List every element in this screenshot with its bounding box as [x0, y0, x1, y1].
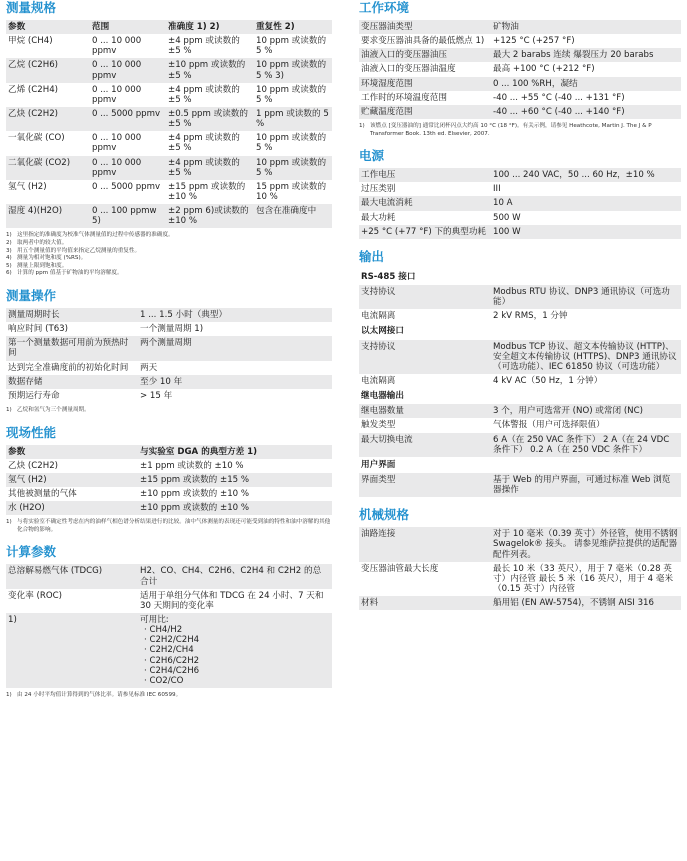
table-row [359, 527, 681, 561]
table-row [6, 589, 332, 613]
right-column [359, 0, 681, 610]
table-header-row [6, 445, 332, 459]
cell: 气体警报（用户可选择限值） [493, 420, 605, 431]
section-title: 输出 [359, 248, 385, 264]
column-header: 参数 [6, 445, 138, 459]
cell: 工作电压 [359, 168, 491, 182]
table-row [6, 473, 332, 487]
table-row [359, 182, 681, 196]
subsection-heading-row [359, 388, 681, 404]
cell: 10 ppm 或读数的 5 % 3) [254, 58, 332, 82]
cell: 乙烯 (C2H4) [8, 84, 59, 95]
footnote [6, 519, 332, 534]
table-row [359, 34, 681, 48]
footnote-number: 4) [6, 255, 12, 262]
cell: ±15 ppm 或读数的 ±10 % [168, 181, 246, 202]
cell: > 15 年 [140, 390, 173, 401]
subsection-heading-row [359, 269, 681, 285]
cell: 变压器油管最大长度 [361, 563, 439, 574]
cell: 0 ... 10 000 ppmv [92, 84, 142, 105]
cell: H2、CO、CH4、C2H6、C2H4 和 C2H2 的总合计 [138, 564, 332, 588]
cell: 最大切换电流 [359, 433, 491, 457]
cell: 工作时的环境温度范围 [361, 92, 447, 103]
cell: 乙烷 (C2H6) [6, 58, 90, 82]
section-title: 工作环境 [359, 0, 410, 15]
cell: 氢气 (H2) [6, 473, 138, 487]
cell: 油液入口的变压器油压 [359, 48, 491, 62]
table-row [359, 105, 681, 119]
ratio-list [140, 625, 329, 686]
cell: 10 ppm 或读数的 5 % [256, 133, 327, 154]
list-item: · CO2/CO [144, 675, 184, 686]
cell: 矿物油 [491, 20, 681, 34]
section-title: 机械规格 [359, 507, 410, 523]
cell: 0 ... 10 000 ppmv [92, 133, 142, 154]
footnote [6, 240, 332, 248]
table-row [6, 107, 332, 131]
ratio-list-cell [138, 613, 332, 688]
cell: 0 ... 100 %RH，凝结 [491, 77, 681, 91]
list-item: · C2H2/C2H4 [144, 635, 200, 646]
cell: 包含在准确度中 [254, 204, 332, 228]
cell: 1 ... 1.5 小时（典型） [138, 308, 332, 322]
footnote-text: 乙烷和氢气为三个测量周期。 [17, 406, 90, 413]
subsection-heading-row [359, 323, 681, 339]
table-row [359, 168, 681, 182]
footnote-number: 1) [6, 691, 12, 698]
footnotes [6, 232, 332, 278]
table-row [6, 131, 332, 155]
table-row [359, 77, 681, 91]
cell: +125 °C (+257 °F) [493, 36, 575, 47]
footnote [6, 232, 332, 240]
cell: ±1 ppm 或读数的 ±10 % [140, 460, 244, 471]
cell: 最大电流消耗 [359, 196, 491, 210]
section-operating-env [359, 0, 681, 138]
cell: 10 ppm 或读数的 5 % [256, 36, 327, 57]
cell: 总溶解易燃气体 (TDCG) [6, 564, 138, 588]
table-row [6, 613, 332, 688]
cell: ±0.5 ppm 或读数的 ±5 % [166, 107, 254, 131]
power-table [359, 168, 681, 239]
table-row [359, 340, 681, 374]
table-row [359, 20, 681, 34]
table-row [359, 473, 681, 497]
section-mechanical [359, 507, 681, 610]
footnotes [6, 407, 332, 415]
column-header: 重复性 2) [254, 20, 332, 34]
table-row [359, 48, 681, 62]
table-row [6, 204, 332, 228]
section-title: 现场性能 [6, 424, 57, 440]
table-row [6, 58, 332, 82]
cell: ±10 ppm 或读数的 ±5 % [166, 58, 254, 82]
cell: 要求变压器油具备的最低燃点 1) [361, 36, 485, 47]
cell: ±10 ppm 或读数的 ±10 % [138, 501, 332, 515]
cell: 氢气 (H2) [8, 181, 47, 192]
footnote-text: 计算的 ppm 值基于矿物油的平均溶解度。 [17, 270, 123, 277]
table-row [6, 501, 332, 515]
cell: 0 ... 10 000 ppmv [90, 58, 166, 82]
footnote-number: 6) [6, 270, 12, 277]
table-row [6, 180, 332, 204]
cell: 3 个，用户可选常开 (NO) 或常闭 (NC) [491, 404, 681, 418]
subsection-heading: 用户界面 [359, 457, 681, 473]
calculated-params-table [6, 564, 332, 688]
subsection-heading: RS-485 接口 [359, 269, 681, 285]
cell: +25 °C (+77 °F) 下的典型功耗 [359, 225, 491, 239]
field-performance-table [6, 445, 332, 516]
cell: 变压器油类型 [359, 20, 491, 34]
cell: Modbus RTU 协议、DNP3 通讯协议（可选功能） [491, 285, 681, 309]
measurement-operation-table [6, 308, 332, 403]
cell: 1) [6, 613, 138, 688]
cell: Modbus TCP 协议、超文本传输协议 (HTTP)、安全超文本传输协议 (HTTPS)、DNP3 通讯协议（可选功能）、IEC 61850 协议（可选功能） [491, 340, 681, 374]
footnote [359, 123, 681, 138]
cell: 两天 [140, 362, 158, 373]
ratio-intro: 可用比: [140, 614, 169, 625]
table-row [359, 196, 681, 210]
cell: 过压类别 [361, 184, 396, 195]
cell: 预期运行寿命 [8, 390, 60, 401]
table-row [6, 375, 332, 389]
subsection-heading: 以太网接口 [359, 323, 681, 339]
cell: 100 ... 240 VAC，50 ... 60 Hz，±10 % [491, 168, 681, 182]
list-item: · C2H4/C2H6 [144, 665, 200, 676]
table-row [359, 211, 681, 225]
table-row [6, 336, 332, 360]
cell: 最长 10 米（33 英尺），用于 7 毫米（0.28 英寸）内径管 最长 5 米（16 英尺），用于 4 毫米（0.15 英寸）内径管 [493, 563, 674, 594]
measurement-specs-table [6, 20, 332, 228]
cell: 测量周期时长 [6, 308, 138, 322]
table-row [6, 322, 332, 336]
table-row [359, 62, 681, 76]
cell: 继电器数量 [359, 404, 491, 418]
cell: 两个测量周期 [138, 336, 332, 360]
cell: 甲烷 (CH4) [8, 36, 53, 47]
cell: 对于 10 毫米（0.39 英寸）外径管，使用不锈钢 Swagelok® 接头。 请参见维萨拉提供的适配器配件列表。 [491, 527, 681, 561]
column-header: 准确度 1) 2) [166, 20, 254, 34]
table-row [359, 309, 681, 323]
table-row [359, 91, 681, 105]
column-header: 参数 [6, 20, 90, 34]
cell: 0 ... 5000 ppmv [90, 107, 166, 131]
cell: 0 ... 5000 ppmv [92, 181, 161, 192]
cell: -40 ... +55 °C (-40 ... +131 °F) [493, 92, 625, 103]
section-measurement-specs [6, 0, 332, 278]
cell: 500 W [493, 212, 521, 223]
cell: III [493, 184, 501, 195]
table-row [6, 83, 332, 107]
cell: 100 W [491, 225, 681, 239]
table-row [359, 374, 681, 388]
cell: 4 kV AC（50 Hz，1 分钟） [493, 376, 603, 386]
footnote-text: 取两者中的较大值。 [17, 239, 68, 246]
table-row [6, 564, 332, 588]
footnote-number: 5) [6, 262, 12, 269]
cell: 响应时间 (T63) [8, 324, 68, 335]
cell: 电流隔离 [361, 311, 396, 322]
cell: 乙炔 (C2H2) [6, 107, 90, 131]
table-row [6, 361, 332, 375]
table-row [6, 487, 332, 501]
list-item: · C2H2/CH4 [144, 645, 194, 656]
cell: 2 kV RMS，1 分钟 [493, 311, 568, 322]
footnote [6, 692, 332, 700]
footnotes [359, 123, 681, 138]
cell: 6 A（在 250 VAC 条件下） 2 A（在 24 VDC 条件下） 0.2 A（在 250 VDC 条件下） [491, 433, 681, 457]
section-field-performance [6, 425, 332, 535]
cell: ±15 ppm 或读数的 ±15 % [138, 473, 332, 487]
cell: 船用铝 (EN AW-5754)，不锈钢 AISI 316 [491, 596, 681, 610]
section-title: 计算参数 [6, 544, 57, 560]
footnote-number: 1) [359, 122, 365, 129]
section-title: 测量规格 [6, 0, 57, 15]
footnote-text: 这里指定的准确度为校准气体测量值的过程中传感器的准确度。 [17, 232, 174, 239]
cell: 数据存储 [6, 375, 138, 389]
footnote-text: 测量上限到饱和度。 [17, 262, 68, 269]
cell: 1 ppm 或读数的 5 % [254, 107, 332, 131]
footnote-text: 与将实验室不确定性考虑在内的油样气相色谱分析结果进行的比较。油中气体测量的表现还可能受到油的特性和油中溶解的其他化合物的影响。 [17, 519, 331, 533]
cell: 变化率 (ROC) [8, 590, 62, 601]
cell: 其他被测量的气体 [8, 488, 77, 499]
cell: -40 ... +60 °C (-40 ... +140 °F) [491, 105, 681, 119]
footnote-number: 3) [6, 247, 12, 254]
table-row [359, 433, 681, 457]
cell: 油路连接 [359, 527, 491, 561]
footnote-text: 该燃点 [变压器油的] 通常比闭杯闪点大约高 10 °C (18 °F)。有关示例，请参见 Heathcote, Martin J. The J & P Transformer Book. 13th ed. Elsevier, 2007. [370, 122, 652, 137]
section-calculated-params [6, 544, 332, 699]
cell: 触发类型 [361, 420, 396, 431]
cell: 水 (H2O) [6, 501, 138, 515]
table-header-row [6, 20, 332, 34]
cell: 支持协议 [359, 285, 491, 309]
cell: 最大功耗 [361, 212, 396, 223]
cell: 最大 2 barabs 连续 爆裂压力 20 barabs [491, 48, 681, 62]
mechanical-table [359, 527, 681, 610]
cell: 最高 +100 °C (+212 °F) [493, 64, 595, 75]
footnote-text: 用五个测量值的平均值来指定乙烷测量的重复性。 [17, 247, 141, 254]
cell: 适用于单组分气体和 TDCG 在 24 小时、7 天和 30 天期间的变化率 [140, 590, 324, 611]
cell: 油液入口的变压器油温度 [361, 64, 456, 75]
cell: ±2 ppm 6)或读数的 ±10 % [166, 204, 254, 228]
cell: 湿度 4)(H2O) [6, 204, 90, 228]
cell: ±4 ppm 或读数的 ±5 % [168, 84, 240, 105]
cell: 基于 Web 的用户界面，可通过标准 Web 浏览器操作 [491, 473, 681, 497]
cell: 10 A [491, 196, 681, 210]
cell: 0 ... 10 000 ppmv [90, 156, 166, 180]
outputs-table [359, 269, 681, 497]
table-row [6, 389, 332, 403]
table-row [359, 285, 681, 309]
footnote-number: 1) [6, 232, 12, 239]
cell: 界面类型 [359, 473, 491, 497]
cell: 材料 [359, 596, 491, 610]
footnotes [6, 519, 332, 534]
table-row [359, 562, 681, 596]
cell: ±4 ppm 或读数的 ±5 % [168, 133, 240, 154]
list-item: · CH4/H2 [144, 625, 183, 636]
cell: 贮藏温度范围 [359, 105, 491, 119]
cell: 一个测量周期 1) [140, 324, 204, 335]
column-header: 与实验室 DGA 的典型方差 1) [138, 445, 332, 459]
cell: 0 ... 100 ppmw 5) [90, 204, 166, 228]
cell: 支持协议 [359, 340, 491, 374]
cell: ±4 ppm 或读数的 ±5 % [166, 156, 254, 180]
cell: 达到完全准确度前的初始化时间 [8, 362, 129, 373]
cell: 乙炔 (C2H2) [8, 460, 59, 471]
cell: ±10 ppm 或读数的 ±10 % [140, 488, 250, 499]
cell: 10 ppm 或读数的 5 % [254, 156, 332, 180]
footnote-number: 1) [6, 519, 12, 526]
footnote-number: 2) [6, 239, 12, 246]
table-row [359, 418, 681, 432]
table-row [359, 404, 681, 418]
footnote [6, 407, 332, 415]
list-item: · C2H6/C2H2 [144, 655, 200, 666]
footnote [6, 270, 332, 278]
footnotes [6, 692, 332, 700]
footnote-number: 1) [6, 406, 12, 413]
section-power [359, 148, 681, 239]
cell: 二氧化碳 (CO2) [6, 156, 90, 180]
column-header: 范围 [90, 20, 166, 34]
subsection-heading: 继电器输出 [359, 388, 681, 404]
cell: 0 ... 10 000 ppmv [92, 36, 142, 57]
table-row [6, 156, 332, 180]
footnote-text: 由 24 小时平均值计算得到的气体比率。请参见标准 IEC 60599。 [17, 691, 182, 698]
section-outputs [359, 249, 681, 497]
table-row [6, 34, 332, 58]
cell: 至少 10 年 [138, 375, 332, 389]
cell: 第一个测量数据可用前为预热时间 [6, 336, 138, 360]
footnote-text: 测量为相对饱和度 (%RS)。 [17, 255, 87, 262]
cell: 一氧化碳 (CO) [8, 133, 65, 144]
table-row [6, 308, 332, 322]
cell: 电流隔离 [361, 376, 396, 386]
table-row [359, 225, 681, 239]
subsection-heading-row [359, 457, 681, 473]
cell: 10 ppm 或读数的 5 % [256, 84, 327, 105]
footnote [6, 255, 332, 263]
cell: 环境湿度范围 [359, 77, 491, 91]
cell: 15 ppm 或读数的 10 % [256, 181, 327, 202]
table-row [6, 459, 332, 473]
operating-env-table [359, 20, 681, 119]
table-row [359, 596, 681, 610]
left-column [6, 0, 332, 700]
section-title: 测量操作 [6, 287, 57, 303]
cell: ±4 ppm 或读数的 ±5 % [168, 36, 240, 57]
section-measurement-operation [6, 288, 332, 415]
section-title: 电源 [359, 148, 385, 164]
